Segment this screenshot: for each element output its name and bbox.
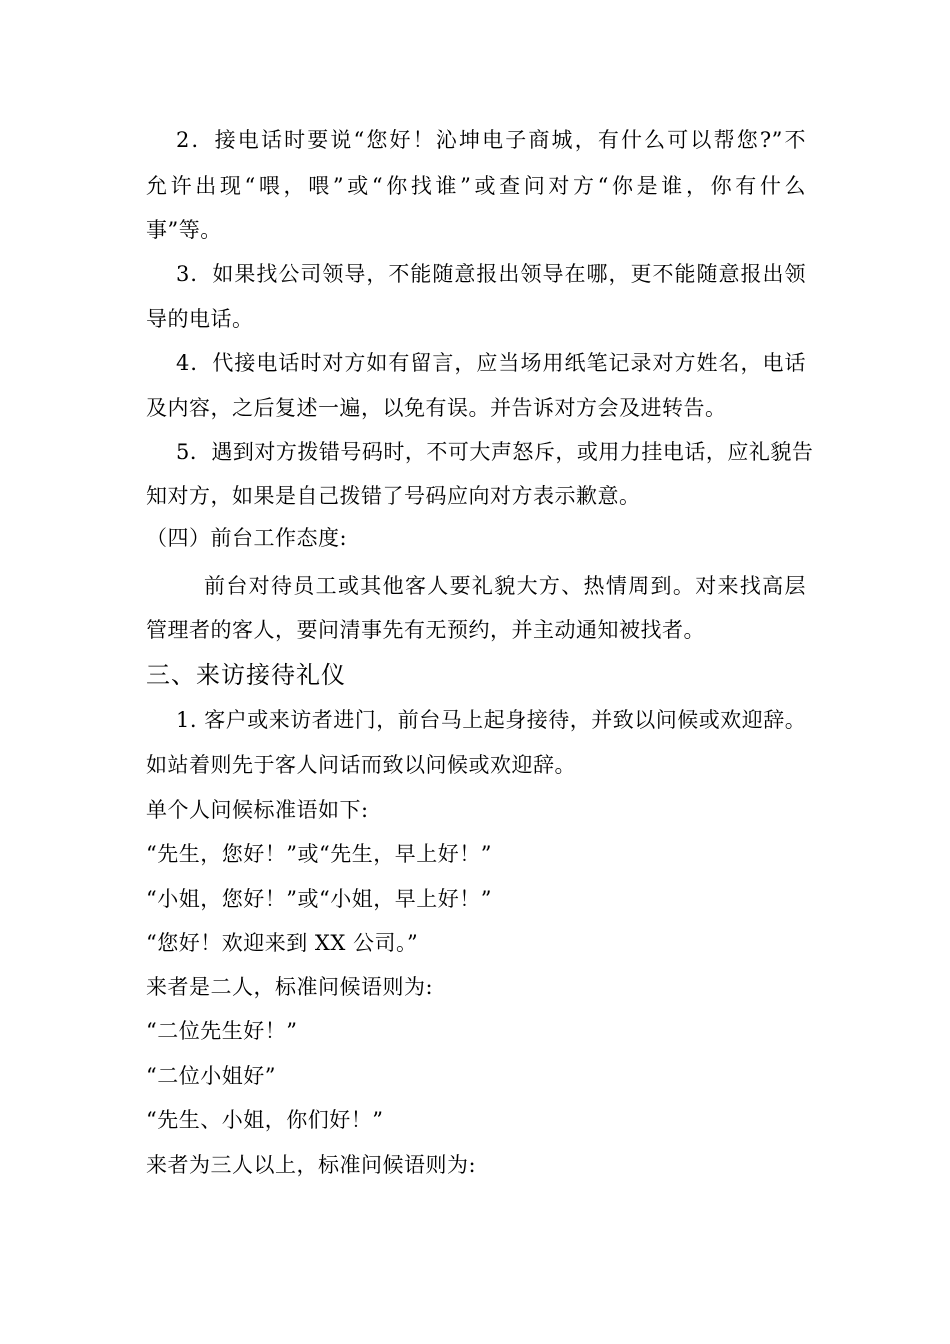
- visit-line-2: 如站着则先于客人问话而致以问候或欢迎辞。: [146, 753, 576, 777]
- single-greeting-2: “小姐，您好！”或“小姐，早上好！”: [146, 887, 492, 911]
- single-greeting-heading: 单个人问候标准语如下:: [146, 798, 369, 822]
- paragraph-4-line-2: 及内容，之后复述一遍，以免有误。并告诉对方会及进转告。: [146, 396, 727, 420]
- paragraph-5-line-1: 5．遇到对方拨错号码时，不可大声怒斥，或用力挂电话，应礼貌告: [176, 440, 814, 464]
- single-greeting-1: “先生，您好！”或“先生，早上好！”: [146, 842, 492, 866]
- paragraph-2-line-3: 事”等。: [146, 218, 222, 242]
- two-greeting-1: “二位先生好！”: [146, 1019, 298, 1043]
- paragraph-3-line-1: 3．如果找公司领导，不能随意报出领导在哪，更不能随意报出领: [176, 262, 806, 286]
- paragraph-2-line-1: 2．接电话时要说“您好！沁坤电子商城，有什么可以帮您?”不: [176, 128, 806, 152]
- paragraph-2-line-2: 允许出现“喂，喂”或“你找谁”或查问对方“你是谁，你有什么: [146, 174, 806, 198]
- three-greeting-heading: 来者为三人以上，标准问候语则为:: [146, 1153, 477, 1177]
- section-title: 三、来访接待礼仪: [146, 661, 346, 689]
- visit-line-1: 1. 客户或来访者进门，前台马上起身接待，并致以问候或欢迎辞。: [176, 708, 807, 732]
- subsection-heading: （四）前台工作态度:: [146, 526, 348, 550]
- attitude-line-2: 管理者的客人，要问清事先有无预约，并主动通知被找者。: [146, 618, 705, 642]
- attitude-line-1: 前台对待员工或其他客人要礼貌大方、热情周到。对来找高层: [204, 574, 806, 598]
- single-greeting-3: “您好！欢迎来到 XX 公司。”: [146, 931, 419, 955]
- two-greeting-3: “先生、小姐，你们好！”: [146, 1108, 384, 1132]
- paragraph-4-line-1: 4．代接电话时对方如有留言，应当场用纸笔记录对方姓名，电话: [176, 351, 806, 375]
- two-greeting-heading: 来者是二人，标准问候语则为:: [146, 975, 434, 999]
- paragraph-3-line-2: 导的电话。: [146, 307, 254, 331]
- paragraph-5-line-2: 知对方，如果是自己拨错了号码应向对方表示歉意。: [146, 484, 641, 508]
- two-greeting-2: “二位小姐好”: [146, 1064, 276, 1088]
